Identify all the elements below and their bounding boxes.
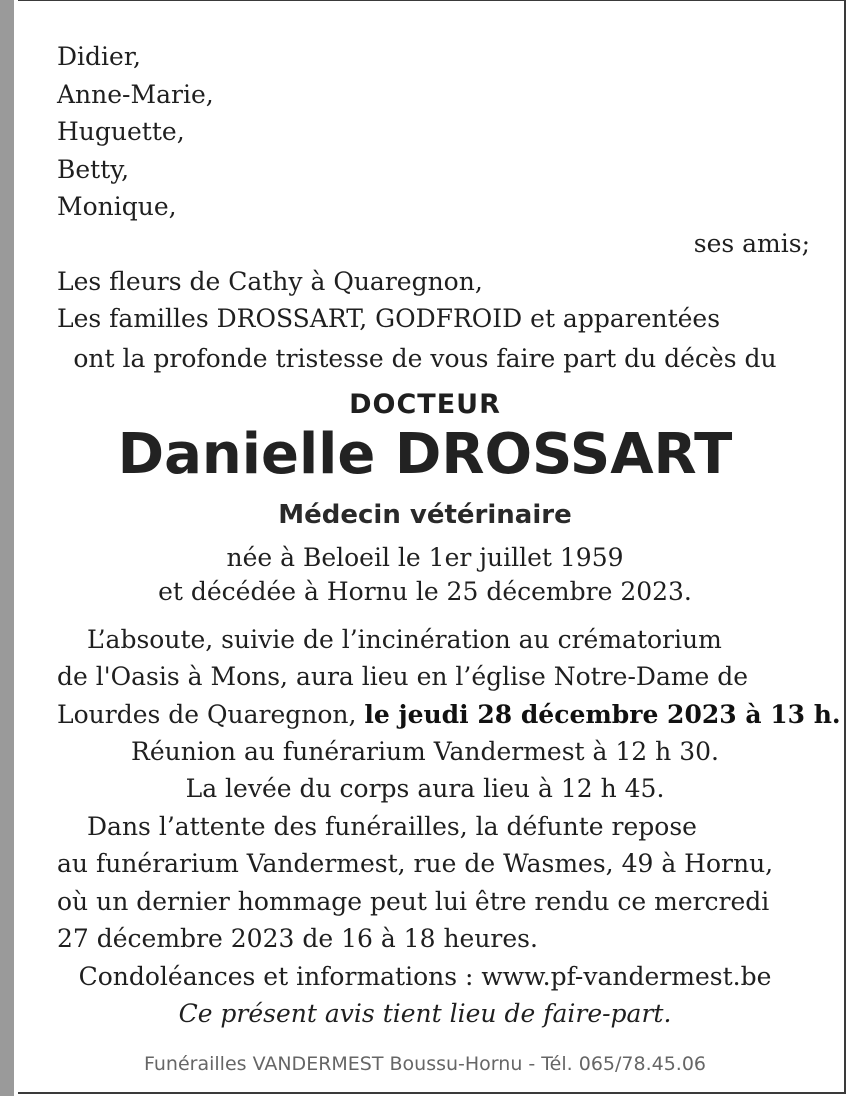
family-line-6: ses amis;	[693, 229, 810, 258]
intro-line: ont la profonde tristesse de vous faire part du décès du	[73, 344, 777, 373]
deceased-name: Danielle DROSSART	[117, 422, 733, 487]
ceremony-line-2: de l'Oasis à Mons, aura lieu en l’église Notre-Dame de	[57, 662, 749, 691]
ceremony-date: le jeudi 28 décembre 2023 à 13 h.	[364, 700, 841, 729]
family-line-4: Betty,	[57, 155, 130, 184]
deceased-profession: Médecin vétérinaire	[278, 500, 572, 530]
family-line-5: Monique,	[57, 192, 177, 221]
ceremony-line-9: 27 décembre 2023 de 16 à 18 heures.	[57, 924, 538, 953]
condolences-line: Condoléances et informations : www.pf-vandermest.be	[78, 962, 772, 991]
ceremony-line-7: au funérarium Vandermest, rue de Wasmes, 49 à Hornu,	[57, 849, 774, 878]
family-line-8: Les familles DROSSART, GODFROID et apparentées	[57, 304, 721, 333]
ceremony-line-4: Réunion au funérarium Vandermest à 12 h 30.	[131, 737, 719, 766]
ceremony-line-6: Dans l’attente des funérailles, la défunte repose	[87, 812, 697, 841]
notice-line: Ce présent avis tient lieu de faire-part.	[178, 999, 672, 1028]
ceremony-line-8: où un dernier hommage peut lui être rendu ce mercredi	[57, 887, 770, 916]
birth-line: née à Beloeil le 1er juillet 1959	[226, 543, 624, 572]
family-line-1: Didier,	[57, 42, 141, 71]
family-line-3: Huguette,	[57, 117, 185, 146]
deceased-title: DOCTEUR	[349, 389, 501, 420]
ceremony-line-3-start: Lourdes de Quaregnon,	[57, 700, 365, 729]
ceremony-line-1: L’absoute, suivie de l’incinération au crématorium	[87, 625, 722, 654]
ceremony-line-3	[57, 700, 841, 730]
family-line-2: Anne-Marie,	[57, 80, 214, 109]
ceremony-line-5: La levée du corps aura lieu à 12 h 45.	[185, 774, 665, 803]
footer-line: Funérailles VANDERMEST Boussu-Hornu - Tél. 065/78.45.06	[143, 1053, 707, 1075]
family-line-7: Les fleurs de Cathy à Quaregnon,	[57, 267, 483, 296]
death-line: et décédée à Hornu le 25 décembre 2023.	[158, 577, 692, 606]
